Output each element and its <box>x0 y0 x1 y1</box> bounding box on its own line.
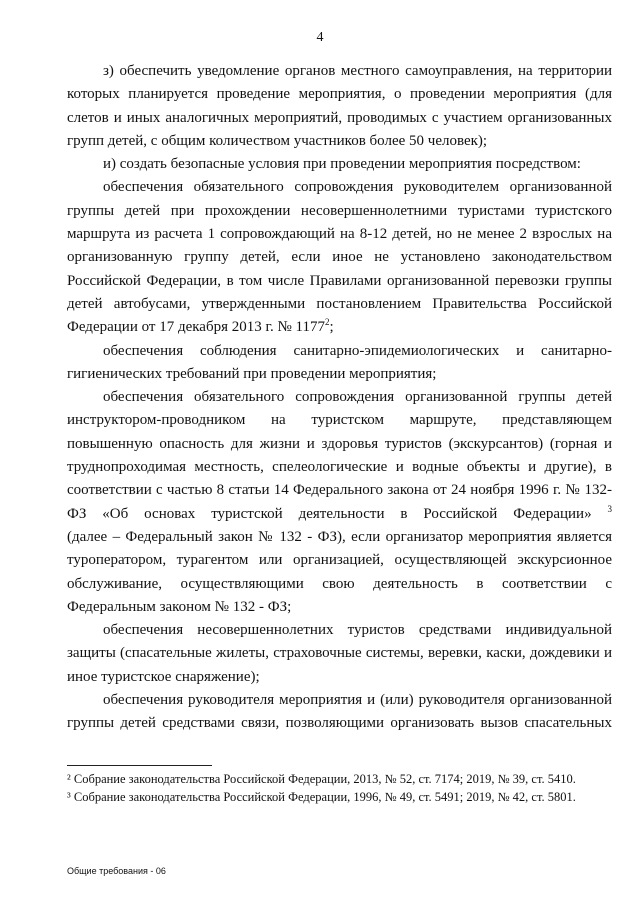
paragraph-instructor-text: обеспечения обязательного сопровождения организованной группы детей инструктором-проводником на туристском маршруте, представляющем повышенную опасность для жизни и здоровья туристов (экскурсантов) (горная и труднопроходимая местность, спелеологические и водные объекты и другие), в соответствии с частью 8 статьи 14 Федерального закона от 24 ноября 1996 г. № 132-ФЗ «Об основах туристской деятельности в Российской Федерации» <box>67 389 612 522</box>
footnote-2: ² Собрание законодательства Российской Федерации, 2013, № 52, ст. 7174; 2019, № 39, ст. 5410. <box>67 772 576 786</box>
paragraph-protection: обеспечения несовершеннолетних туристов средствами индивидуальной защиты (спасательные жилеты, страховочные системы, веревки, каски, дождевики и иное туристское снаряжение); <box>67 622 612 685</box>
paragraph-escort-leader-tail: ; <box>329 319 334 336</box>
paragraph-escort-leader-text: обеспечения обязательного сопровождения руководителем организованной группы детей при прохождении несовершеннолетними туристами туристского маршрута из расчета 1 сопровождающий на 8-12 детей, но не менее 2 взрослых на организованную группу детей, если иное не установлено законодательством Российской Федерации, в том числе Правилами организованной перевозки группы детей автобусами, утвержденными постановлением Правительства Российской Федерации от 17 декабря 2013 г. № 1177 <box>67 179 612 336</box>
paragraph-escort-leader <box>67 176 612 339</box>
footnote-ref-2: 2 <box>324 317 330 328</box>
document-body <box>67 60 612 736</box>
footer-label: Общие требования - 06 <box>67 866 166 876</box>
page-number: 4 <box>316 30 324 45</box>
footnotes <box>67 770 612 806</box>
paragraph-instructor-cont: (далее – Федеральный закон № 132 - ФЗ), если организатор мероприятия является туроператором, турагентом или организацией, осуществляющей экскурсионное обслуживание, осуществляющими свою деятельность в соответствии с Федеральным законом № 132 - ФЗ; <box>67 528 612 615</box>
paragraph-i: и) создать безопасные условия при проведении мероприятия посредством: <box>103 156 581 173</box>
footnote-ref-3: 3 <box>607 503 612 514</box>
paragraph-communication: обеспечения руководителя мероприятия и (или) руководителя организованной группы детей средствами связи, позволяющими организовать вызов спасательных <box>67 692 612 732</box>
paragraph-z: з) обеспечить уведомление органов местного самоуправления, на территории которых планируется проведение мероприятия, о проведении мероприятия (для слетов и иных аналогичных мероприятий, проводимых с участием организованных групп детей, с общим количеством участников более 50 человек); <box>67 63 612 149</box>
footnote-3: ³ Собрание законодательства Российской Федерации, 1996, № 49, ст. 5491; 2019, № 42, ст. 5801. <box>67 790 576 804</box>
paragraph-instructor <box>67 386 612 526</box>
paragraph-sanitary: обеспечения соблюдения санитарно-эпидемиологических и санитарно-гигиенических требований при проведении мероприятия; <box>67 342 612 382</box>
footnote-separator <box>67 765 212 766</box>
